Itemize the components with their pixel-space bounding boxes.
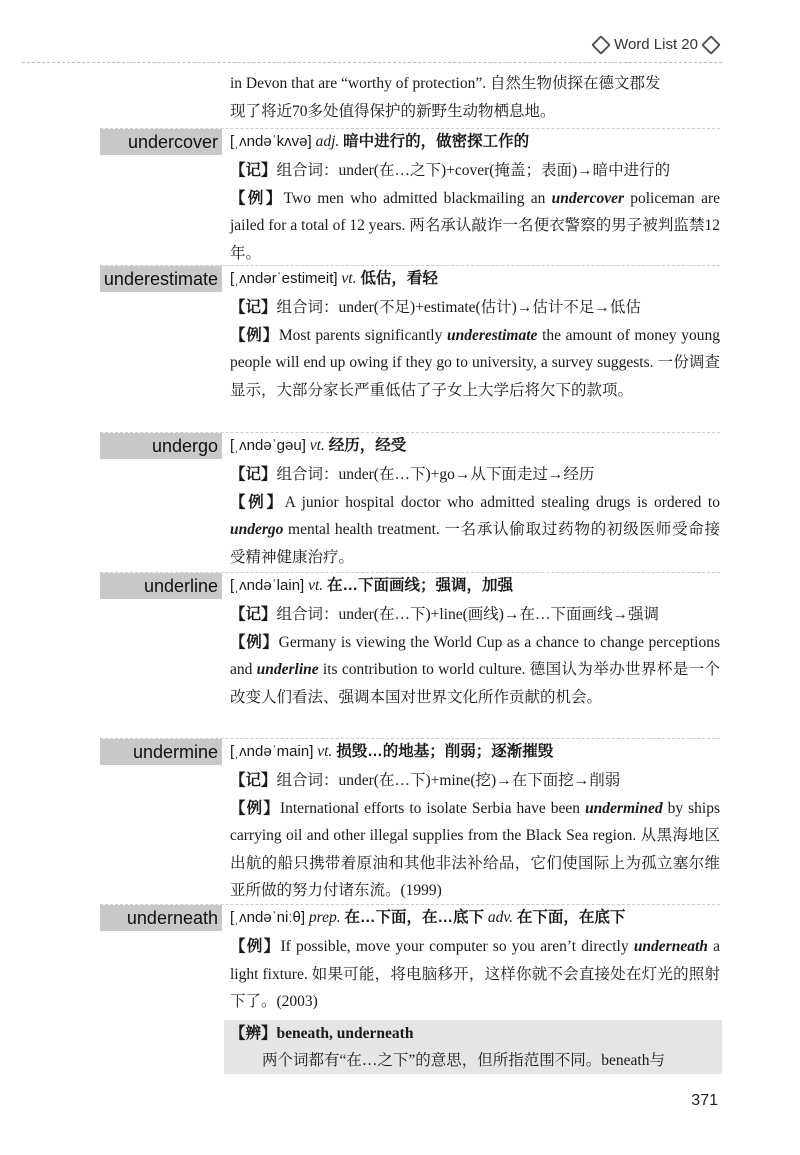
entry-underneath <box>100 904 720 1016</box>
memory-line: 【记】组合词：under(在…下)+line(画线)→在…下面画线→强调 <box>230 606 659 623</box>
note-text: 两个词都有“在…之下”的意思，但所指范围不同。beneath与 <box>262 1052 665 1069</box>
entry-body <box>230 767 720 905</box>
entry-body <box>230 933 720 1016</box>
example-line: 【例】Most parents significantly underestimate the amount of money young people will end up owing if they go to university, a survey suggests. 一份调查显示，大部分家长严重低估了子女上大学后将欠下的款项。 <box>230 326 720 399</box>
pronunciation: [ˌʌndərˈestimeit] <box>230 270 338 287</box>
part-of-speech: vt. <box>341 270 357 287</box>
note-title: beneath, underneath <box>276 1025 414 1042</box>
example-line: 【例】If possible, move your computer so you aren’t directly underneath a light fixture. 如果可能，将电脑移开，这样你就不会直接处在灯光的照射下了。(2003) <box>230 938 720 1010</box>
headword: underline <box>100 573 222 599</box>
definition: 在…下面，在…底下 <box>344 909 485 926</box>
pronunciation: [ˌʌndəˈniːθ] <box>230 909 306 926</box>
memory-line: 【记】组合词：under(不足)+estimate(估计)→估计不足→低估 <box>230 299 641 316</box>
entry-undermine <box>100 738 720 905</box>
part-of-speech: adv. <box>487 909 514 926</box>
part-of-speech: prep. <box>308 909 341 926</box>
distinction-note: 【辨】beneath, underneath 两个词都有“在…之下”的意思，但所指范围不同。beneath与 <box>224 1020 722 1074</box>
entry-body <box>230 157 720 267</box>
definition: 暗中进行的，做密探工作的 <box>343 133 530 150</box>
definition: 损毁…的地基；削弱；逐渐摧毁 <box>336 743 554 760</box>
header-divider <box>22 62 722 63</box>
entry-undercover <box>100 128 720 267</box>
entry-undergo <box>100 432 720 571</box>
pronunciation: [ˌʌndəˈkʌvə] <box>230 133 312 150</box>
memory-line: 【记】组合词：under(在…下)+mine(挖)→在下面挖→削弱 <box>230 772 621 789</box>
memory-line: 【记】组合词：under(在…下)+go→从下面走过→经历 <box>230 466 595 483</box>
example-line: 【例】Two men who admitted blackmailing an undercover policeman are jailed for a total of 12 years. 两名承认敲诈一名便衣警察的男子被判监禁12年。 <box>230 189 720 262</box>
word-list-title: Word List 20 <box>614 36 698 53</box>
definition: 经历，经受 <box>328 437 407 454</box>
memory-line: 【记】组合词：under(在…之下)+cover(掩盖；表面)→暗中进行的 <box>230 162 671 179</box>
definition: 在下面，在底下 <box>516 909 626 926</box>
intro-paragraph: in Devon that are “worthy of protection”. 自然生物侦探在德文郡发 现了将近70多处值得保护的新野生动物栖息地。 <box>230 75 661 120</box>
entry-body <box>230 461 720 571</box>
headword: underestimate <box>100 266 222 292</box>
part-of-speech: vt. <box>317 743 333 760</box>
pronunciation: [ˌʌndəˈmain] <box>230 743 314 760</box>
diamond-icon <box>701 35 721 55</box>
definition: 低估，看轻 <box>360 270 438 287</box>
diamond-icon <box>591 35 611 55</box>
running-header <box>594 36 718 53</box>
entry-underestimate <box>100 265 720 404</box>
example-line: 【例】A junior hospital doctor who admitted stealing drugs is ordered to undergo mental health treatment. 一名承认偷取过药物的初级医师受命接受精神健康治疗。 <box>230 493 720 566</box>
part-of-speech: vt. <box>309 437 325 454</box>
headword: undergo <box>100 433 222 459</box>
definition: 在…下面画线；强调，加强 <box>327 577 514 594</box>
example-line: 【例】International efforts to isolate Serbia have been undermined by ships carrying oil and other illegal supplies from the Black Sea region. 从黑海地区出航的船只携带着原油和其他非法补给品，它们使国际上为孤立塞尔维亚所做的努力付诸东流。(1999) <box>230 799 720 899</box>
pronunciation: [ˌʌndəˈɡəu] <box>230 437 306 454</box>
entry-body <box>230 294 720 404</box>
entry-body <box>230 601 720 711</box>
part-of-speech: adj. <box>315 133 340 150</box>
part-of-speech: vt. <box>308 577 324 594</box>
headword: undermine <box>100 739 222 765</box>
headword: underneath <box>100 905 222 931</box>
pronunciation: [ˌʌndəˈlain] <box>230 577 305 594</box>
headword: undercover <box>100 129 222 155</box>
page-number: 371 <box>691 1092 718 1109</box>
example-line: 【例】Germany is viewing the World Cup as a chance to change perceptions and underline its contribution to world culture. 德国认为举办世界杯是一个改变人们看法、强调本国对世界文化所作贡献的机会。 <box>230 633 720 706</box>
entry-underline <box>100 572 720 711</box>
